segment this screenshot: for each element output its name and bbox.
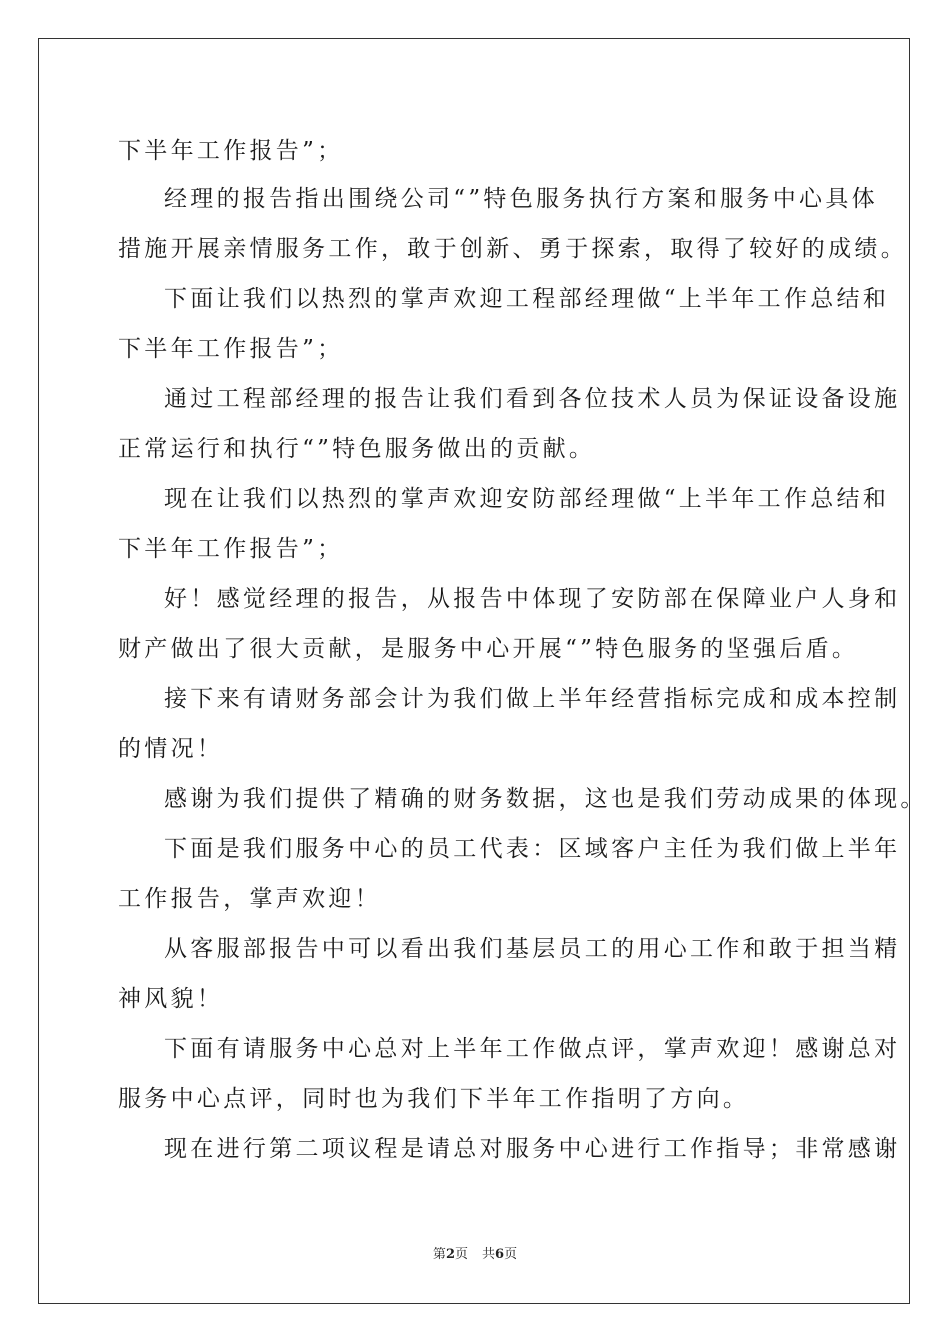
text-line: 正常运行和执行“”特色服务做出的贡献。: [118, 436, 596, 462]
current-page-number: 2: [445, 1247, 455, 1262]
total-page-count: 6: [495, 1247, 505, 1262]
text-line: 下半年工作报告”；: [118, 336, 344, 362]
text-line: 的情况！: [118, 736, 224, 762]
total-pages-suffix: 页: [504, 1247, 518, 1262]
total-pages-prefix: 共: [482, 1247, 496, 1262]
page-number-suffix: 页: [454, 1247, 468, 1262]
page-border: [38, 38, 910, 1304]
paragraph-first-line: 现在让我们以热烈的掌声欢迎安防部经理做“上半年工作总结和: [164, 486, 890, 512]
paragraph-first-line: 接下来有请财务部会计为我们做上半年经营指标完成和成本控制: [164, 686, 901, 712]
text-line: 下半年工作报告”；: [118, 138, 344, 164]
text-line: 下半年工作报告”；: [118, 536, 344, 562]
paragraph-first-line: 下面有请服务中心总对上半年工作做点评，掌声欢迎！感谢总对: [164, 1036, 901, 1062]
paragraph-first-line: 经理的报告指出围绕公司“”特色服务执行方案和服务中心具体: [164, 186, 878, 212]
page-number-prefix: 第: [432, 1247, 446, 1262]
paragraph-first-line: 下面是我们服务中心的员工代表：区域客户主任为我们做上半年: [164, 836, 901, 862]
paragraph-first-line: 通过工程部经理的报告让我们看到各位技术人员为保证设备设施: [164, 386, 901, 412]
text-line: 工作报告，掌声欢迎！: [118, 886, 381, 912]
paragraph-first-line: 好！感觉经理的报告，从报告中体现了安防部在保障业户人身和: [164, 586, 901, 612]
paragraph-first-line: 下面让我们以热烈的掌声欢迎工程部经理做“上半年工作总结和: [164, 286, 890, 312]
paragraph-first-line: 感谢为我们提供了精确的财务数据，这也是我们劳动成果的体现。: [164, 786, 927, 812]
text-line: 服务中心点评，同时也为我们下半年工作指明了方向。: [118, 1086, 750, 1112]
text-line: 措施开展亲情服务工作，敢于创新、勇于探索，取得了较好的成绩。: [118, 236, 907, 262]
text-line: 神风貌！: [118, 986, 224, 1012]
text-line: 财产做出了很大贡献，是服务中心开展“”特色服务的坚强后盾。: [118, 636, 859, 662]
paragraph-first-line: 从客服部报告中可以看出我们基层员工的用心工作和敢于担当精: [164, 936, 901, 962]
paragraph-first-line: 现在进行第二项议程是请总对服务中心进行工作指导；非常感谢: [164, 1136, 901, 1162]
page-footer: [0, 1247, 950, 1263]
